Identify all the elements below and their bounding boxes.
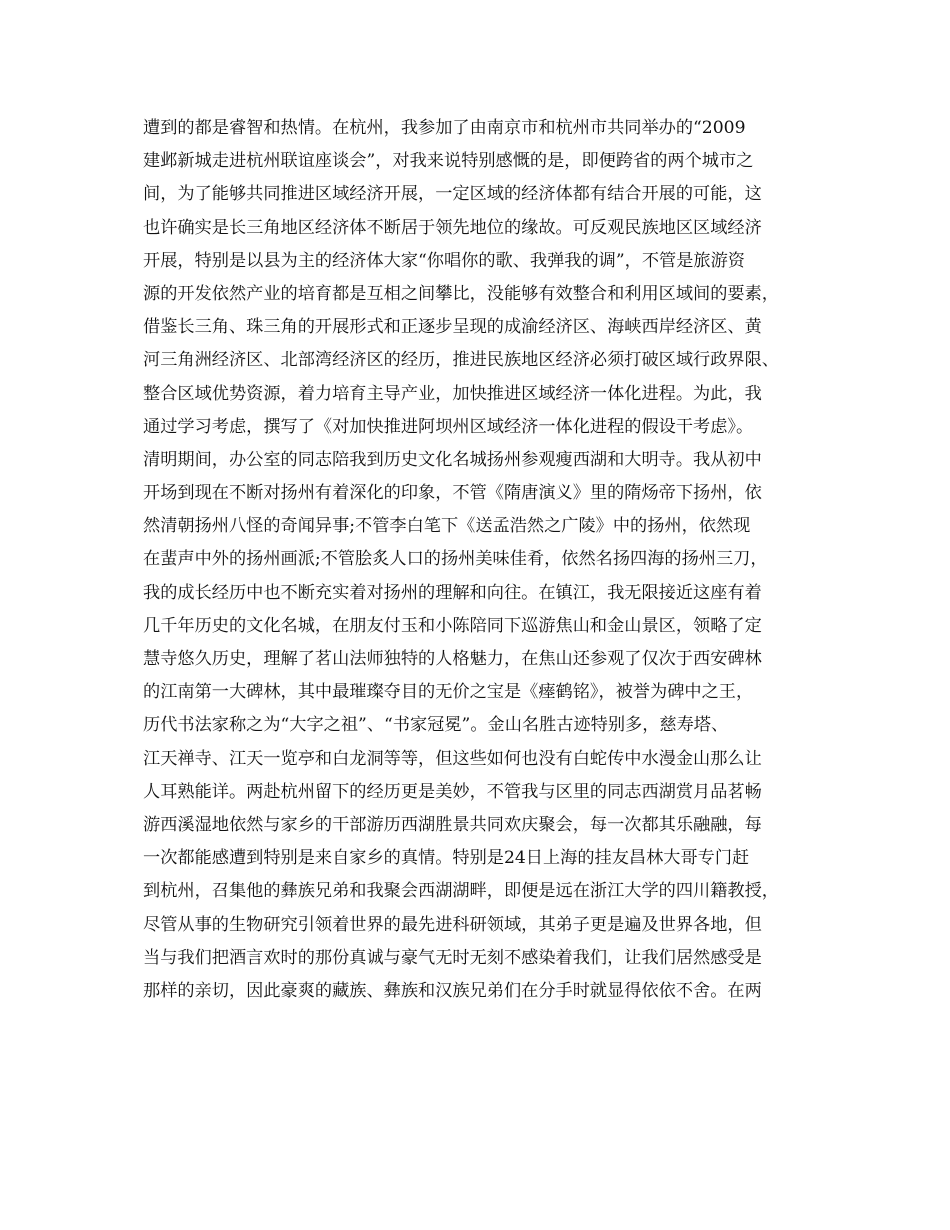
text-line: 间，为了能够共同推进区域经济开展，一定区域的经济体都有结合开展的可能，这 (143, 184, 762, 205)
text-line: 在蜚声中外的扬州画派;不管脍炙人口的扬州美味佳肴，依然名扬四海的扬州三刀， (143, 549, 768, 570)
text-line: 那样的亲切，因此豪爽的藏族、彝族和汉族兄弟们在分手时就显得依依不舍。在两 (143, 980, 762, 1001)
text-line: 开场到现在不断对扬州有着深化的印象，不管《隋唐演义》里的隋炀帝下扬州，依 (143, 483, 762, 504)
text-line: 建邺新城走进杭州联谊座谈会”，对我来说特别感慨的是，即便跨省的两个城市之 (143, 151, 754, 172)
text-line: 借鉴长三角、珠三角的开展形式和正逐步呈现的成渝经济区、海峡西岸经济区、黄 (143, 317, 762, 338)
text-line: 几千年历史的文化名城，在朋友付玉和小陈陪同下巡游焦山和金山景区，领略了定 (143, 615, 762, 636)
text-line: 历代书法家称之为“大字之祖”、“书家冠冕”。金山名胜古迹特别多，慈寿塔、 (143, 715, 729, 736)
text-line: 然清朝扬州八怪的奇闻异事;不管李白笔下《送孟浩然之广陵》中的扬州，依然现 (143, 516, 751, 537)
text-line: 源的开发依然产业的培育都是互相之间攀比，没能够有效整合和利用区域间的要素， (143, 283, 779, 304)
text-line: 通过学习考虑，撰写了《对加快推进阿坝州区域经济一体化进程的假设干考虑》。 (143, 416, 754, 437)
text-line: 人耳熟能详。两赴杭州留下的经历更是美妙，不管我与区里的同志西湖赏月品茗畅 (143, 781, 762, 802)
text-line: 也许确实是长三角地区经济体不断居于领先地位的缘故。可反观民族地区区域经济 (143, 217, 762, 238)
text-line: 整合区域优势资源，着力培育主导产业，加快推进区域经济一体化进程。为此，我 (143, 383, 762, 404)
text-line: 游西溪湿地依然与家乡的干部游历西湖胜景共同欢庆聚会，每一次都其乐融融，每 (143, 814, 762, 835)
text-line: 我的成长经历中也不断充实着对扬州的理解和向往。在镇江，我无限接近这座有着 (143, 582, 762, 603)
text-line: 河三角洲经济区、北部湾经济区的经历，推进民族地区经济必须打破区域行政界限、 (143, 350, 779, 371)
text-line: 慧寺悠久历史，理解了茗山法师独特的人格魅力，在焦山还参观了仅次于西安碑林 (143, 649, 762, 669)
text-line: 尽管从事的生物研究引领着世界的最先进科研领域，其弟子更是遍及世界各地，但 (143, 914, 762, 935)
text-line: 遭到的都是睿智和热情。在杭州，我参加了由南京市和杭州市共同举办的“2009 (143, 118, 746, 138)
text-line: 的江南第一大碑林，其中最璀璨夺目的无价之宝是《瘗鹤铭》，被誉为碑中之王， (143, 682, 754, 703)
text-line: 当与我们把酒言欢时的那份真诚与豪气无时无刻不感染着我们，让我们居然感受是 (143, 947, 762, 968)
text-line: 到杭州，召集他的彝族兄弟和我聚会西湖湖畔，即便是远在浙江大学的四川籍教授， (143, 881, 779, 902)
text-line: 江天禅寺、江天一览亭和白龙洞等等，但这些如何也没有白蛇传中水漫金山那么让 (143, 748, 762, 769)
text-line: 开展，特别是以县为主的经济体大家“你唱你的歌、我弹我的调”，不管是旅游资 (143, 250, 745, 271)
text-line: 一次都能感遭到特别是来自家乡的真情。特别是24日上海的挂友昌林大哥专门赶 (143, 848, 750, 869)
body-text (143, 112, 823, 1008)
text-line: 清明期间，办公室的同志陪我到历史文化名城扬州参观瘦西湖和大明寺。我从初中 (143, 449, 762, 470)
